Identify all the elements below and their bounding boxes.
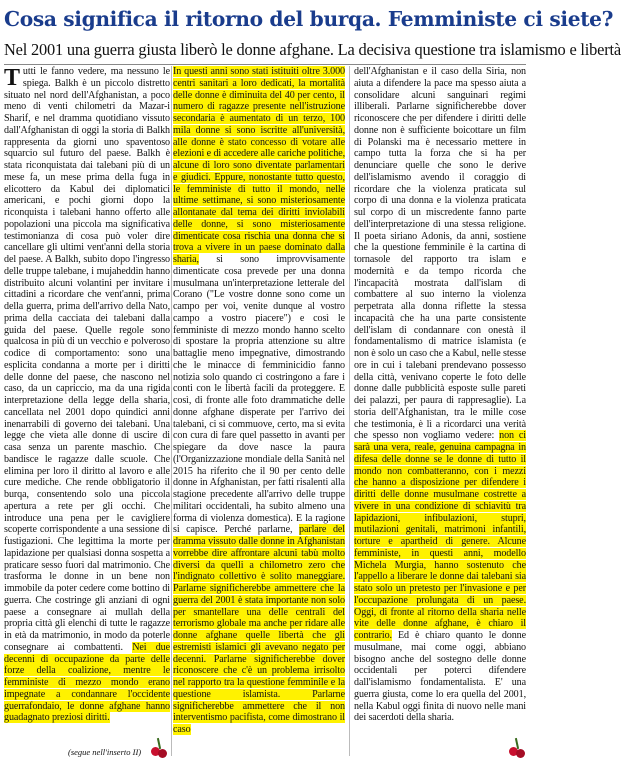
column-3-closing-text: Ed è chiaro quanto le donne musulmane, mai come oggi, abbiano bisogno anche del sostegno delle donne occidentali per poterci difendere dall'islamismo fondamentalista. E' una guerra giusta, come lo era quella del 2001, nella Kabul oggi finita di nuovo nelle mani dei sacerdoti della sharia. — [354, 630, 526, 724]
cherry-icon — [150, 738, 168, 760]
drop-cap: T — [4, 65, 20, 91]
highlighted-text: Nei due decenni di occupazione da parte delle forze della coalizione, mentre le femministe di mezzo mondo erano impegnate a condannare l'occidente guerrafondaio, le donne afghane hanno guadagnato preziosi diritti. — [4, 641, 170, 724]
column-1-paragraph — [4, 66, 170, 724]
column-1 — [4, 66, 170, 758]
article-title: Cosa significa il ritorno del burqa. Femministe ci siete? — [4, 7, 614, 31]
column-3-text: dell'Afghanistan e il caso della Siria, non aiuta a difendere la pace ma spesso aiuta a consolidare alcuni sanguinari regimi illiberali. Parlarne significherebbe dover riconoscere che per difendere i diritti delle donne non è sufficiente boicottare un film di Polanski ma è necessario mettere in campo tutta la forza che si ha per denunciare quelle che sono le derive dell'islamismo avendo il coraggio di ricordare che la violenza praticata sul corpo di una donna e la violenza praticata sul corpo di un miscredente fanno parte dell'interpretazione di una stessa religione. Il poeta siriano Adonis, da anni, sostiene che la questione femminile è la cartina di tornasole del rapporto tra islam e modernità e da tempo ricorda che l'incapacità mostrata dall'islam di combattere al suo interno la violenza perpetrata alla donna riflette la stessa incapacità che ha una parte consistente dell'islam di condannare con onestà il fondamentalismo di matrice islamista (e non è solo un caso che a Kabul, nelle stesse ore in cui i talebani prendevano possesso della città, venivano coperte le foto delle donne dalle pubblicità esposte sulle pareti dei palazzi, per paura di rappresaglie). La storia dell'Afghanistan, tra le mille cose che testimonia, è lì a ricordarci una verità che spesso non vogliamo vedere: — [354, 66, 526, 442]
continuation-note: (segue nell'inserto II) — [68, 747, 142, 757]
column-3-paragraph — [354, 66, 526, 724]
column-divider — [349, 66, 350, 756]
column-2 — [173, 66, 345, 758]
column-divider — [171, 66, 172, 756]
highlighted-text: non ci sarà una vera, reale, genuina campagna in difesa delle donne se le donne di tutto il mondo non combatteranno, con i mezzi che hanno a disposizione per difendere i diritti delle donne musulmane costrette a vivere in una condizione di schiavitù tra lapidazioni, infibulazioni, stupri, mutilazioni genitali, matrimoni infantili, torture e apartheid di genere. Alcune femministe, in questi anni, modello Michela Murgia, hanno sostenuto che l'appello a liberare le donne dai talebani sia stato solo un pretesto per l'invasione e per l'occupazione prolungata di un paese. Oggi, di fronte al ritorno della sharia nelle vite delle donne afghane, è chiaro il contrario. — [354, 430, 526, 641]
column-1-text: utti le fanno vedere, ma nessuno le spiega. Balkh è un piccolo distretto situato nel nord dell'Afghanistan, a poco meno di venti chilometri da Mazar-i Sharif, e nel dramma quotidiano vissuto dall'Afghanistan di oggi la storia di Balkh rappresenta da giorni uno spaventoso squarcio sul futuro del paese. Balkh è stata riconquistata dai talebani più di un mese fa, un mese prima della fuga in elicottero da Kabul dei diplomatici americani, e pochi giorni dopo la riconquista i talebani hanno offerto alle popolazioni una piccola ma significativa testimonianza di cosa può voler dire cancellare gli ultimi vent'anni della storia del paese. A Balkh, subito dopo l'ingresso delle truppe talebane, i mujaheddin hanno distribuito alcuni volantini per invitare i cittadini a ricordare che vent'anni, prima della guerra, prima dell'arrivo della Nato, prima della cacciata dei talebani dalla guida del paese. Quelle regole sono qualcosa in più di un vecchio e polveroso codice di comportamento: sono una esplicita condanna a morte per i diritti delle donne del paese, che nascono nel caso, da un capriccio, ma da una rigida interpretazione della legge della sharia, cancellata nel 2001 dopo quindici anni inenarrabili di governo dei talebani. Una legge che vieta alle donne di uscire di casa senza un parente maschio. Che bandisce le ragazze dalle scuole. Che elimina per loro il diritto al lavoro e alle cure mediche. Che rende obbligatorio il burqa, consentendo solo una piccola apertura a rete per gli occhi. Che introduce una pena per le cavigliere scoperte corrispondente a una sessione di fustigazioni. Che legittima la morte per lapidazione per qualsiasi donna sospetta a praticare sesso fuori dal matrimonio. Che trasforma le donne in un bene non immobile da poter cedere come bottino di guerra. Che costringe gli anziani di ogni paese a consegnare ai mullah della propria città gli elenchi di tutte le ragazze in età da matrimonio, in modo da poterle consegnare ai combattenti. — [4, 66, 170, 653]
column-2-text: si sono improvvisamente dimenticate cosa prevede per una donna musulmana un'interpretazione letterale del Corano ("Le vostre donne sono come un campo per voi, venite dunque al vostro campo a vostro piacere") e così le femministe di mezzo mondo hanno scelto di spostare la propria attenzione su altre battaglie meno impegnative, dimostrando che le minacce di femminicidio fanno notizia solo quando ci costringono a fare i conti con le libertà facili da proteggere. E così, di fronte alle foto drammatiche delle donne afghane disperate per l'arrivo dei talebani, ci si commuove, certo, ma si evita con cura di fare quel passetto in avanti per spiegare da dove nasce la paura (l'Organizzazione mondiale della Sanità nel 2015 ha riferito che il 90 per cento delle donne in Afghanistan, per fatti risalenti alla stagione precedente all'arrivo delle truppe militari occidentali, ha subito almeno una forma di violenza domestica). E la ragione si capisce. Perché parlarne, — [173, 254, 345, 536]
article-subtitle: Nel 2001 una guerra giusta liberò le donne afghane. La decisiva questione tra islamismo e libertà — [4, 40, 621, 59]
header-divider — [4, 64, 526, 65]
highlighted-text: parlare del dramma vissuto dalle donne in Afghanistan vorrebbe dire affrontare alcuni tabù molto diversi da quelli a chilometro zero che l'indignato collettivo è solito maneggiare. Parlarne significherebbe ammettere che la guerra del 2001 è stata importante non solo per smantellare una delle centrali del terrorismo globale ma anche per ridare alle donne afghane quelle libertà che gli estremisti islamici gli avevano negato per decenni. Parlarne significherebbe dover riconoscere che c'è un problema irrisolto nel rapporto tra la questione femminile e la questione islamista. Parlarne significherebbe ammettere che il non interventismo pacifista, come dimostrano il caso — [173, 524, 345, 735]
highlighted-text: In questi anni sono stati istituiti oltre 3.000 centri sanitari a loro dedicati, la mortalità delle donne è diminuita del 40 per cento, il numero di ragazze presente nell'istruzione secondaria è aumentato di un terzo, 100 mila donne si sono iscritte all'università, alle donne è stato concesso di votare alle elezioni e di accedere alle cariche politiche, alcune di loro sono diventate parlamentari e giudici. Eppure, nonostante tutto questo, le femministe di tutto il mondo, nelle ultime settimane, si sono misteriosamente allontanate dal tema dei diritti inviolabili delle donne, si sono misteriosamente dimenticate cosa rischia una donna che si trova a vivere in un paese dominato dalla sharia, — [173, 66, 345, 265]
column-3 — [354, 66, 526, 758]
cherry-icon — [508, 738, 526, 760]
column-2-paragraph — [173, 66, 345, 736]
